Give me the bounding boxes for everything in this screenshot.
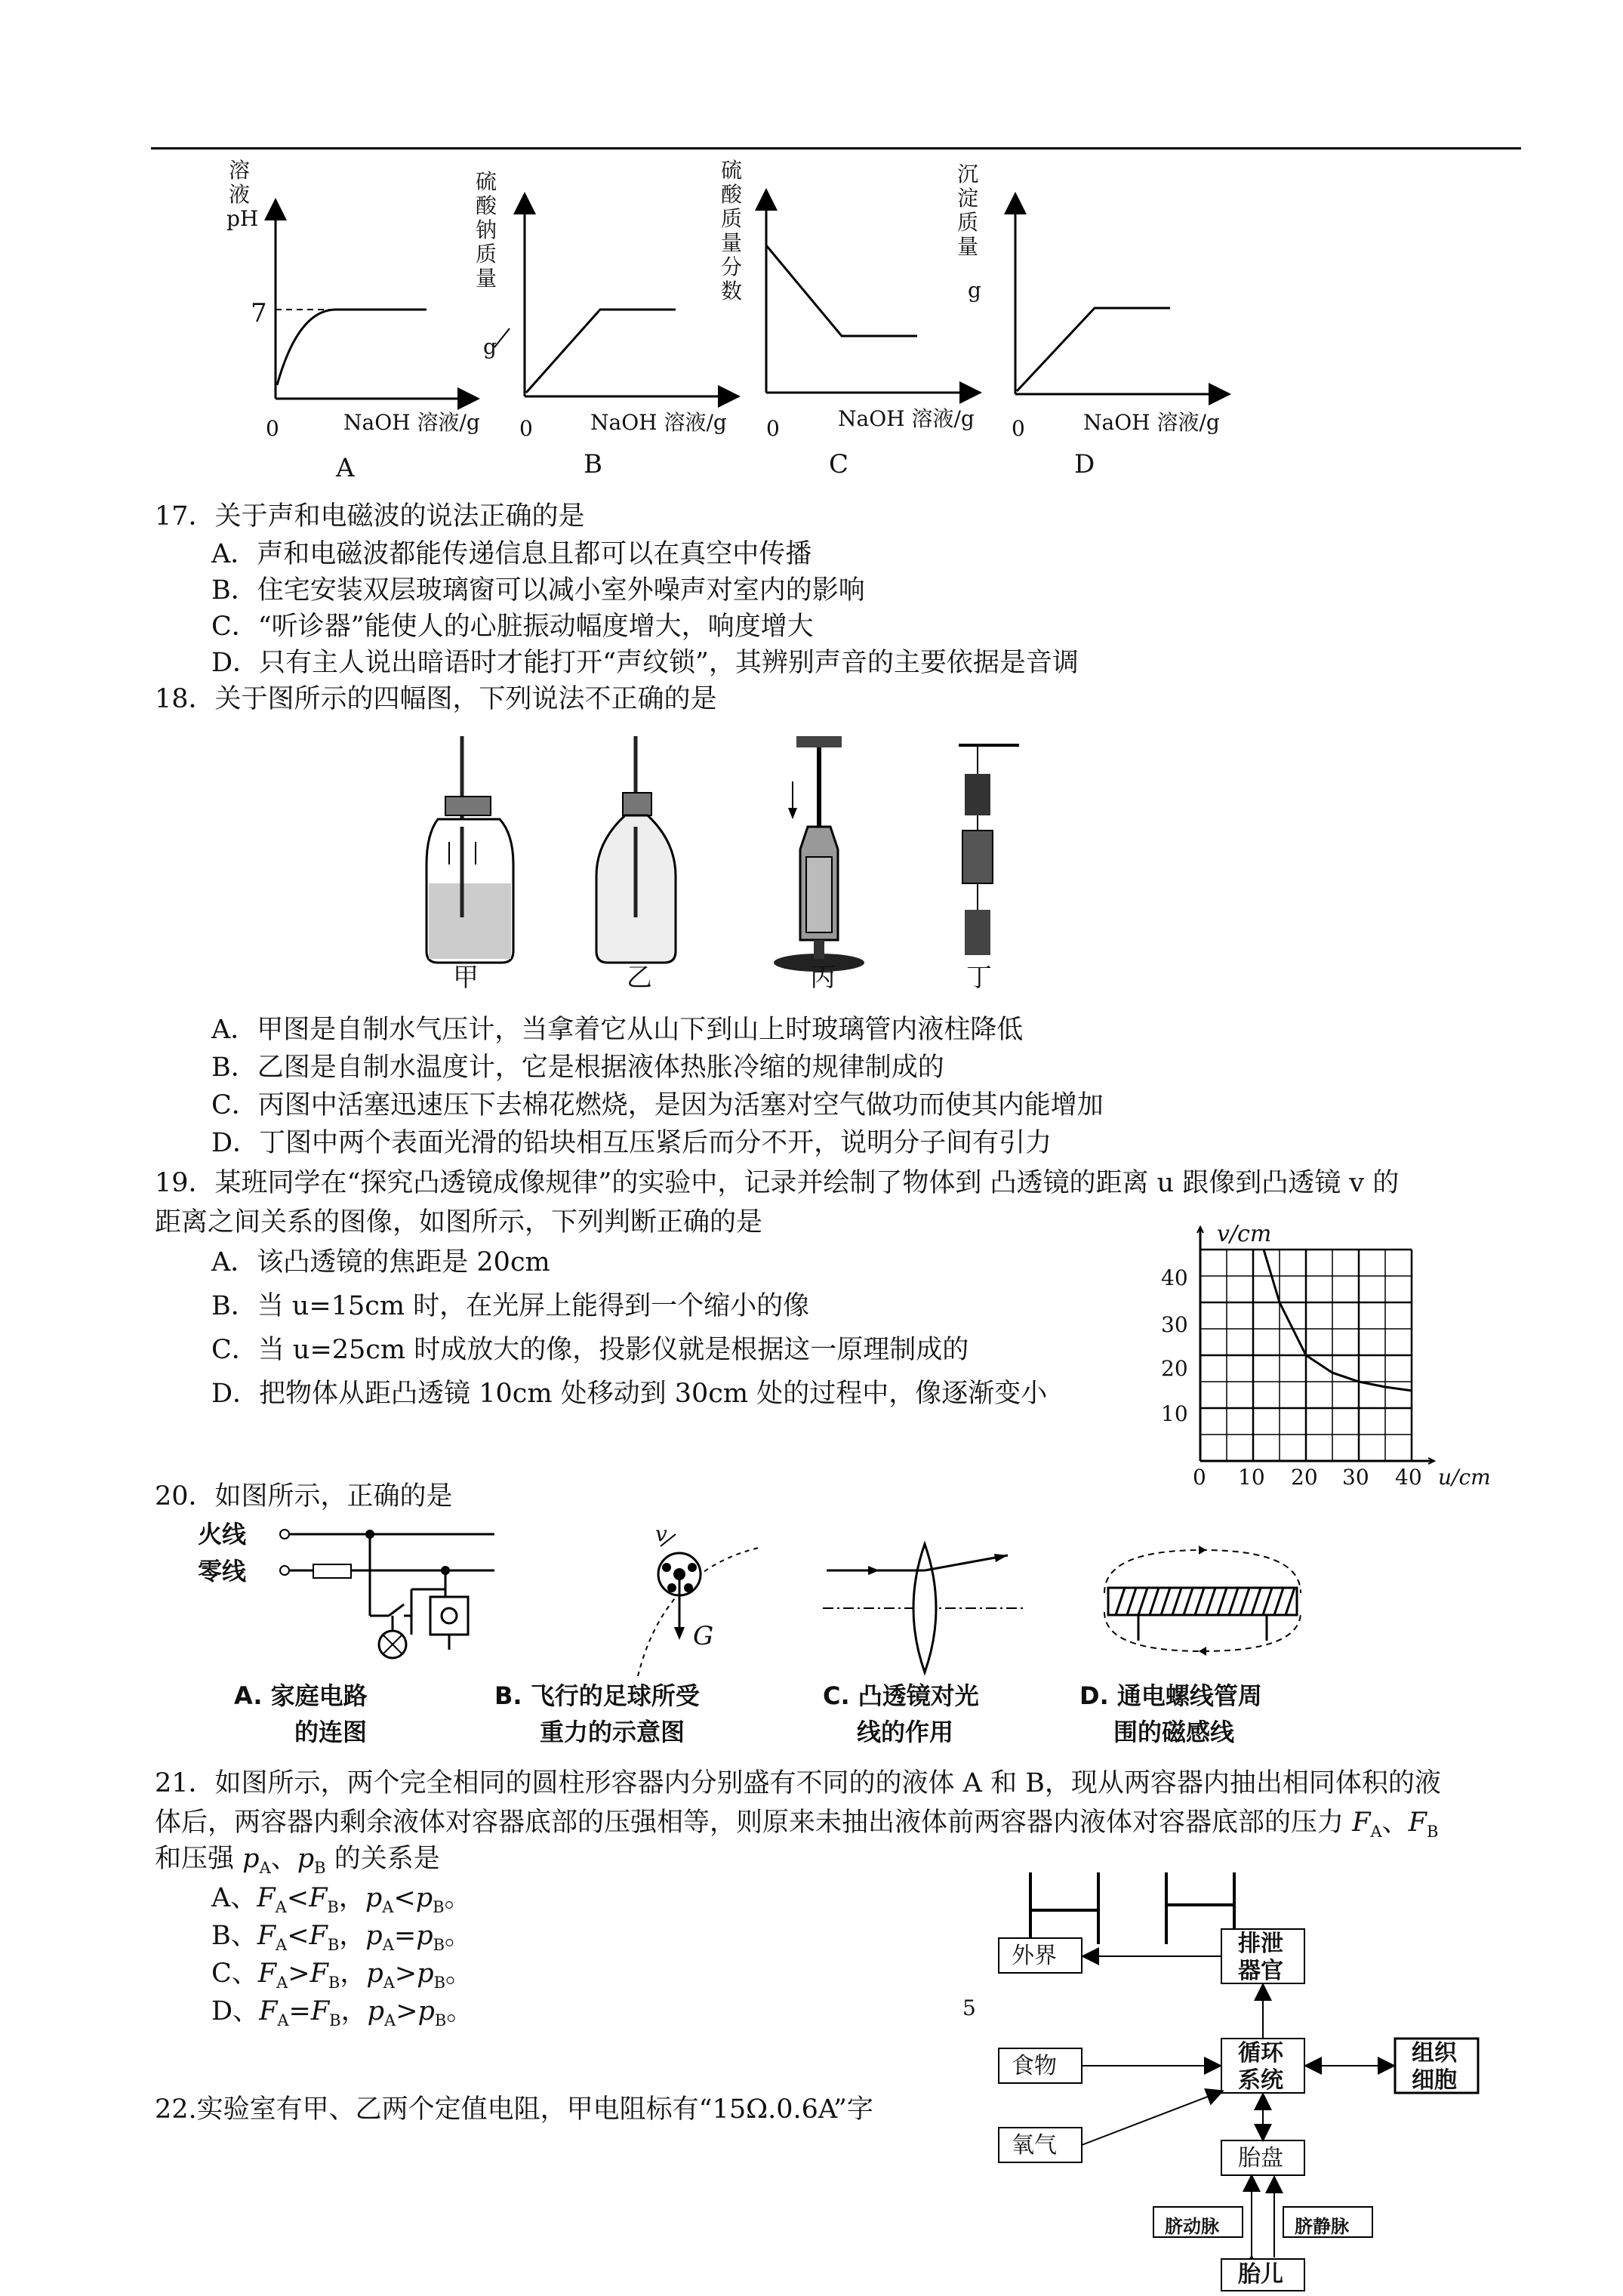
caption-a: A. 家庭电路 的连图	[234, 1681, 368, 1746]
figure-jia	[427, 736, 513, 963]
graph-d-unit: g	[968, 278, 981, 303]
q18-figures	[415, 736, 1132, 985]
graph-b-letter: B	[584, 449, 602, 479]
q17-option-c: C．“听诊器”能使人的心脏振动幅度增大，响度增大	[211, 612, 814, 642]
q18-option-b: B．乙图是自制水温度计，它是根据液体热胀冷缩的规律制成的	[211, 1052, 944, 1083]
q21-stem-line3-wrap: 和压强 $p_A$、$p_B$ 的关系是	[155, 1844, 440, 1877]
top-rule	[151, 147, 1521, 149]
q20-lens-diagram	[819, 1540, 1030, 1676]
q18-option-d: D．丁图中两个表面光滑的铅块相互压紧后而分不开，说明分子间有引力	[211, 1128, 1052, 1158]
graph-a-origin: 0	[266, 416, 279, 441]
q21-stem-line3-tail: 的关系是	[334, 1844, 440, 1874]
figure-label-bing: 丙	[810, 963, 836, 993]
graph-d-letter: D	[1074, 449, 1095, 479]
caption-c: C. 凸透镜对光 线的作用	[823, 1681, 979, 1746]
graph-a-plot	[268, 196, 494, 423]
q19-ytick-10: 10	[1161, 1401, 1188, 1426]
graph-b-xlabel: NaOH 溶液/g	[590, 410, 727, 435]
graph-a-ylabel: 溶 液 pH	[226, 158, 259, 231]
graph-c-letter: C	[829, 449, 849, 479]
q19-chart-ylabel: v/cm	[1217, 1221, 1272, 1247]
graph-c-xlabel: NaOH 溶液/g	[838, 406, 975, 431]
q19-uv-chart	[1185, 1227, 1487, 1476]
q17-option-d: D．只有主人说出暗语时才能打开“声纹锁”，其辨别声音的主要依据是音调	[211, 648, 1079, 678]
figure-label-ding: 丁	[966, 963, 992, 993]
q18-option-c: C．丙图中活塞迅速压下去棉花燃烧，是因为活塞对空气做功而使其内能增加	[211, 1090, 1104, 1120]
q19-ytick-30: 30	[1161, 1312, 1188, 1337]
flow-outside: 外界	[1012, 1943, 1057, 1969]
q21-option-d: D、$F_A=F_B$，$p_A>p_B$。	[211, 1996, 473, 2029]
graph-d-xlabel: NaOH 溶液/g	[1083, 410, 1220, 435]
graph-d-origin: 0	[1012, 416, 1025, 441]
q21-option-b: B、$F_A<F_B$，$p_A=p_B$。	[211, 1921, 472, 1954]
uv-chart-series-line	[1264, 1250, 1412, 1391]
q19-stem-line1: 19．某班同学在“探究凸透镜成像规律”的实验中，记录并绘制了物体到 凸透镜的距离 u 跟像到凸透镜 v 的	[155, 1168, 1400, 1198]
q17-option-b: B．住宅安装双层玻璃窗可以减小室外噪声对室内的影响	[211, 575, 865, 606]
q19-option-c: C．当 u=25cm 时成放大的像，投影仪就是根据这一原理制成的	[211, 1335, 969, 1365]
figure-label-jia: 甲	[453, 963, 479, 993]
q21-stem-line2: 体后，两容器内剩余液体对容器底部的压强相等，则原来未抽出液体前两容器内液体对容器底部的压力	[155, 1808, 1344, 1838]
q19-ytick-20: 20	[1161, 1356, 1188, 1381]
q19-xtick-40: 40	[1395, 1465, 1422, 1490]
q21-option-c: C、$F_A>F_B$，$p_A>p_B$。	[211, 1959, 473, 1992]
q20-circuit-diagram	[268, 1518, 570, 1691]
graph-a-letter: A	[336, 453, 355, 483]
figure-ding	[959, 745, 1019, 955]
flow-placenta: 胎盘	[1238, 2145, 1283, 2171]
ball-gravity-label: G	[693, 1621, 714, 1651]
figure-label-yi: 乙	[627, 963, 652, 993]
q21-option-a: A、$F_A<F_B$，$p_A<p_B$。	[211, 1883, 471, 1916]
flow-fetus: 胎儿	[1238, 2261, 1283, 2288]
ball-velocity-label: v	[655, 1521, 667, 1546]
caption-b: B. 飞行的足球所受 重力的示意图	[494, 1681, 700, 1746]
q21-stem-line3: 和压强	[155, 1844, 235, 1874]
graph-d-plot	[1008, 189, 1249, 415]
flow-excretory: 排泄 器官	[1238, 1931, 1283, 1984]
flow-food: 食物	[1012, 2053, 1057, 2079]
graph-c-origin: 0	[766, 416, 780, 441]
q19-ytick-40: 40	[1161, 1265, 1188, 1290]
q20-stem: 20．如图所示，正确的是	[155, 1481, 453, 1512]
circuit-neutral-label: 零线	[198, 1557, 247, 1586]
graph-b-origin: 0	[519, 416, 533, 441]
flow-vein: 脐静脉	[1295, 2216, 1349, 2237]
graph-d-ylabel: 沉 淀 质 量	[956, 162, 978, 259]
q19-option-b: B．当 u=15cm 时，在光屏上能得到一个缩小的像	[211, 1291, 810, 1321]
q22-stem: 22.实验室有甲、乙两个定值电阻，甲电阻标有“15Ω.0.6A”字	[155, 2094, 873, 2125]
flow-artery: 脐动脉	[1165, 2216, 1219, 2237]
q19-option-a: A．该凸透镜的焦距是 20cm	[211, 1247, 550, 1277]
q19-xtick-0: 0	[1193, 1465, 1206, 1490]
q20-solenoid-diagram	[1093, 1544, 1312, 1657]
circuit-live-label: 火线	[198, 1520, 247, 1549]
placenta-flow-diagram	[995, 1929, 1478, 2291]
flow-oxygen: 氧气	[1012, 2132, 1057, 2159]
flow-tissue: 组织 细胞	[1412, 2040, 1457, 2094]
q17-stem: 17．关于声和电磁波的说法正确的是	[155, 501, 585, 532]
q18-stem: 18．关于图所示的四幅图，下列说法不正确的是	[155, 684, 717, 714]
q19-xtick-20: 20	[1291, 1465, 1318, 1490]
graph-c-ylabel: 硫 酸 质 量 分 数	[720, 158, 742, 304]
graph-b-unit: g	[483, 334, 497, 359]
caption-d: D. 通电螺线管周 围的磁感线	[1079, 1681, 1262, 1746]
q19-stem-line2: 距离之间关系的图像，如图所示，下列判断正确的是	[155, 1207, 763, 1237]
graph-a-tick-7: 7	[251, 298, 267, 328]
q19-chart-xlabel: u/cm	[1438, 1465, 1491, 1490]
q17-option-a: A．声和电磁波都能传递信息且都可以在真空中传播	[211, 539, 812, 569]
graph-b-ylabel: 硫 酸 钠 质 量	[475, 169, 497, 291]
figure-yi	[596, 736, 676, 963]
q18-option-a: A．甲图是自制水气压计，当拿着它从山下到山上时玻璃管内液柱降低	[211, 1015, 1024, 1045]
q19-option-d: D．把物体从距凸透镜 10cm 处移动到 30cm 处的过程中，像逐渐变小	[211, 1379, 1048, 1409]
q21-stem-line1: 21．如图所示，两个完全相同的圆柱形容器内分别盛有不同的的液体 A 和 B，现从两容器内抽出相同体积的液	[155, 1768, 1441, 1798]
stray-mark: 5	[962, 1996, 976, 2020]
graph-a-xlabel: NaOH 溶液/g	[343, 410, 480, 435]
q21-stem-line2-wrap: 体后，两容器内剩余液体对容器底部的压强相等，则原来未抽出液体前两容器内液体对容器底部的压力 $F_A$、$F_B$	[155, 1808, 1439, 1841]
q19-xtick-30: 30	[1342, 1465, 1369, 1490]
flow-circulatory: 循环 系统	[1238, 2040, 1283, 2094]
q19-xtick-10: 10	[1238, 1465, 1265, 1490]
figure-bing	[774, 736, 864, 972]
